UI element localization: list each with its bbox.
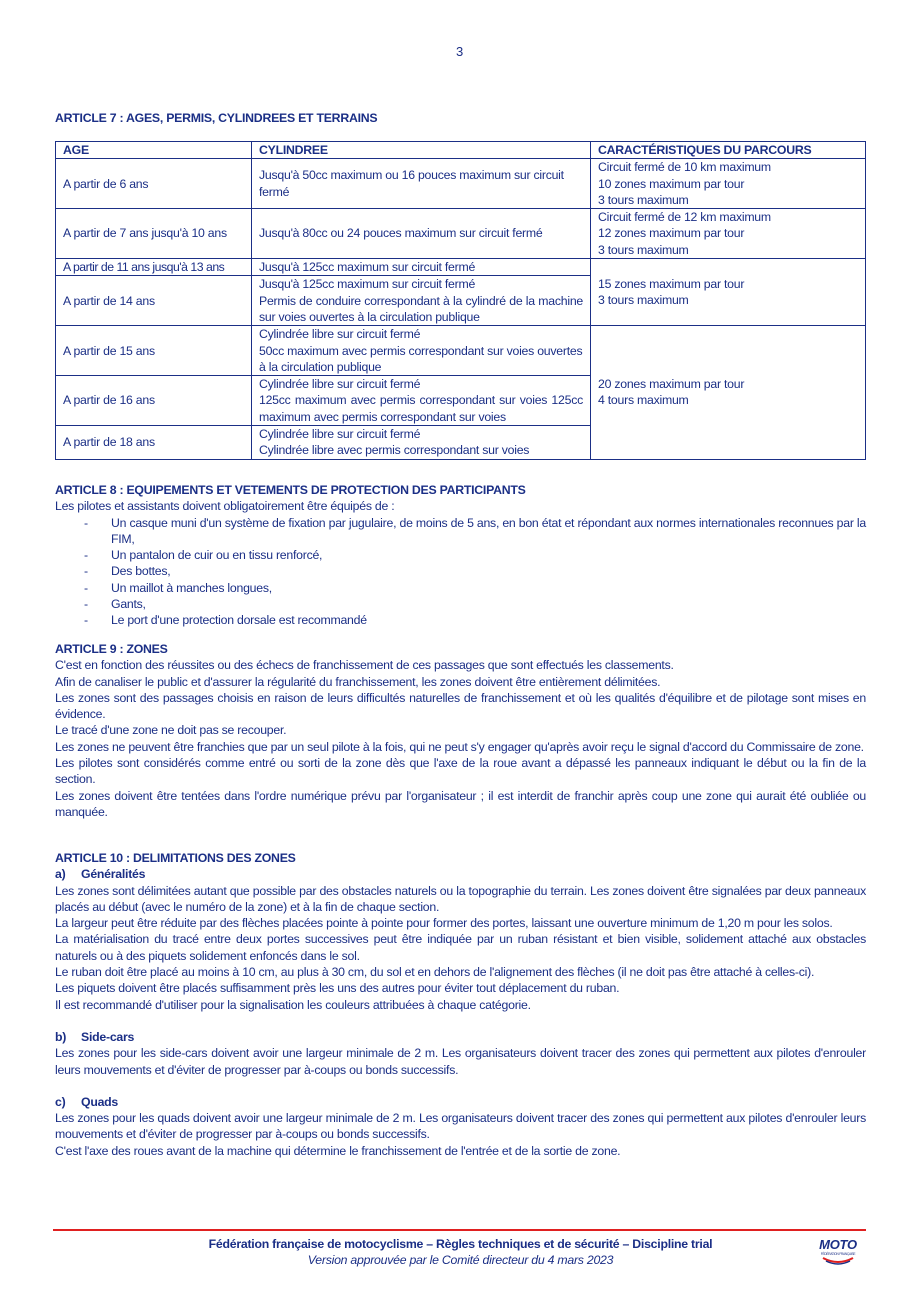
subsection-title: Side-cars — [81, 1029, 135, 1044]
list-item: - Un maillot à manches longues, — [55, 580, 866, 596]
subsection-title: Généralités — [81, 867, 146, 882]
table-row — [56, 209, 866, 259]
paragraph: Le ruban doit être placé au moins à 10 cm, au plus à 30 cm, du sol et en dehors de l'alignement des flèches (il ne doit pas être attaché à celles-ci). — [55, 965, 815, 980]
list-item: - Un pantalon de cuir ou en tissu renforcé, — [55, 547, 866, 563]
header-parcours: CARACTÉRISTIQUES DU PARCOURS — [591, 142, 866, 159]
cylindree-cell: Cylindrée libre sur circuit fermé 125cc maximum avec permis correspondant sur voies 125cc maximum avec permis correspondant sur voies — [252, 376, 591, 426]
paragraph: Les zones ne peuvent être franchies que par un seul pilote à la fois, qui ne peut s'y engager qu'après avoir reçu le signal d'accord du Commissaire de zone. — [55, 739, 864, 754]
article-9 — [55, 641, 866, 820]
paragraph: Les zones doivent être tentées dans l'ordre numérique prévu par l'organisateur ; il est interdit de franchir après coup une zone qui aurait été oubliée ou manquée. — [55, 788, 866, 819]
subsection-letter: b) — [55, 1029, 67, 1044]
article-10-title: ARTICLE 10 : DELIMITATIONS DES ZONES — [55, 851, 296, 865]
table-header-row — [56, 142, 866, 159]
header-age: AGE — [56, 142, 252, 159]
paragraph: Les piquets doivent être placés suffisamment près les uns des autres pour éviter tout déplacement du ruban. — [55, 981, 620, 996]
footer-title: Fédération française de motocyclisme – Règles techniques et de sécurité – Discipline trial — [208, 1237, 713, 1251]
subsection-letter: a) — [55, 867, 66, 882]
article-8-title: ARTICLE 8 : EQUIPEMENTS ET VETEMENTS DE PROTECTION DES PARTICIPANTS — [55, 483, 526, 497]
cylindree-cell: Jusqu'à 80cc ou 24 pouces maximum sur circuit fermé — [252, 209, 591, 259]
page-number: 3 — [456, 44, 463, 59]
parcours-cell: 15 zones maximum par tour 3 tours maximum — [591, 259, 866, 326]
ffm-logo-icon — [815, 1236, 861, 1266]
paragraph: Il est recommandé d'utiliser pour la signalisation les couleurs attribuées à chaque catégorie. — [55, 997, 531, 1012]
subsection-title: Quads — [81, 1094, 119, 1109]
subsection-b-heading — [55, 1029, 866, 1045]
age-cell: A partir de 7 ans jusqu'à 10 ans — [56, 209, 252, 259]
list-item: - Un casque muni d'un système de fixation par jugulaire, de moins de 5 ans, en bon état et répondant aux normes internationales reconnues par la FIM, — [55, 515, 866, 548]
paragraph: C'est l'axe des roues avant de la machine qui détermine le franchissement de l'entrée et de la sortie de zone. — [55, 1143, 621, 1158]
paragraph: Le tracé d'une zone ne doit pas se recouper. — [55, 723, 287, 738]
cylindree-cell: Cylindrée libre sur circuit fermé Cylindrée libre avec permis correspondant sur voies — [252, 426, 591, 460]
parcours-cell: Circuit fermé de 10 km maximum 10 zones maximum par tour 3 tours maximum — [591, 159, 866, 209]
article-7-title: ARTICLE 7 : AGES, PERMIS, CYLINDREES ET TERRAINS — [55, 111, 378, 125]
age-cell: A partir de 15 ans — [56, 326, 252, 376]
paragraph: Les zones sont des passages choisis en raison de leurs difficultés naturelles de franchissement et où les qualités d'équilibre et de pilotage sont mises en évidence. — [55, 690, 866, 722]
footer-version: Version approuvée par le Comité directeur du 4 mars 2023 — [307, 1253, 614, 1268]
cylindree-cell: Jusqu'à 125cc maximum sur circuit fermé — [252, 259, 591, 276]
paragraph: Les zones sont délimitées autant que possible par des obstacles naturels ou la topographie du terrain. Les zones doivent être signalées par deux panneaux placés au début (avec le numéro de la zone) et à la fin de chaque section. — [55, 883, 866, 914]
equipment-list — [55, 515, 866, 629]
paragraph: La matérialisation du tracé entre deux portes successives peut être indiquée par un ruban résistant et bien visible, solidement attaché aux obstacles naturels ou à des piquets solidement enfoncés dans le sol. — [55, 932, 866, 963]
age-cell: A partir de 18 ans — [56, 426, 252, 460]
paragraph: Afin de canaliser le public et d'assurer la régularité du franchissement, les zones doivent être entièrement délimitées. — [55, 674, 661, 689]
parcours-cell: Circuit fermé de 12 km maximum 12 zones maximum par tour 3 tours maximum — [591, 209, 866, 259]
age-cylinder-table — [55, 141, 866, 460]
logo-subtext: FÉDÉRATION FRANÇAISE — [820, 1252, 856, 1256]
age-cell: A partir de 14 ans — [56, 276, 252, 326]
paragraph: La largeur peut être réduite par des flèches placées pointe à pointe pour former des portes, laissant une ouverture minimum de 1,20 m pour les solos. — [55, 916, 833, 931]
subsection-letter: c) — [55, 1094, 66, 1109]
parcours-cell: 20 zones maximum par tour 4 tours maximum — [591, 326, 866, 459]
age-cell: A partir de 6 ans — [56, 159, 252, 209]
subsection-a-heading — [55, 866, 866, 882]
logo-text: MOTO — [819, 1237, 857, 1252]
paragraph: Les zones pour les quads doivent avoir une largeur minimale de 2 m. Les organisateurs doivent tracer des zones qui permettent aux pilotes d'enrouler leurs mouvements et d'éviter de progresser par à-coups ou bonds successifs. — [55, 1111, 866, 1142]
cylindree-cell: Jusqu'à 50cc maximum ou 16 pouces maximum sur circuit fermé — [252, 159, 591, 209]
table-row — [56, 326, 866, 376]
cylindree-cell: Jusqu'à 125cc maximum sur circuit fermé Permis de conduire correspondant à la cylindré de la machine sur voies ouvertes à la circulation publique — [252, 276, 591, 326]
age-cell: A partir de 16 ans — [56, 376, 252, 426]
paragraph: Les pilotes sont considérés comme entré ou sorti de la zone dès que l'axe de la roue avant a dépassé les panneaux indiquant le début ou la fin de la section. — [55, 756, 866, 787]
footer — [55, 1236, 866, 1269]
header-cylindree: CYLINDREE — [252, 142, 591, 159]
cylindree-cell: Cylindrée libre sur circuit fermé 50cc maximum avec permis correspondant sur voies ouvertes à la circulation publique — [252, 326, 591, 376]
paragraph: C'est en fonction des réussites ou des échecs de franchissement de ces passages que sont effectués les classements. — [55, 658, 674, 673]
article-8-intro: Les pilotes et assistants doivent obligatoirement être équipés de : — [55, 499, 395, 514]
table-row — [56, 159, 866, 209]
subsection-c-heading — [55, 1094, 866, 1110]
article-8 — [55, 482, 866, 629]
list-item: - Gants, — [55, 596, 866, 612]
footer-rule — [53, 1229, 866, 1231]
table-row — [56, 259, 866, 276]
list-item: - Le port d'une protection dorsale est recommandé — [55, 612, 866, 628]
age-cell: A partir de 11 ans jusqu'à 13 ans — [56, 259, 252, 276]
article-9-title: ARTICLE 9 : ZONES — [55, 642, 168, 656]
paragraph: Les zones pour les side-cars doivent avoir une largeur minimale de 2 m. Les organisateurs doivent tracer des zones qui permettent aux pilotes d'enrouler leurs mouvements et d'éviter de progresser par à-coups ou bonds successifs. — [55, 1046, 866, 1077]
article-10 — [55, 850, 866, 1159]
list-item: - Des bottes, — [55, 563, 866, 579]
